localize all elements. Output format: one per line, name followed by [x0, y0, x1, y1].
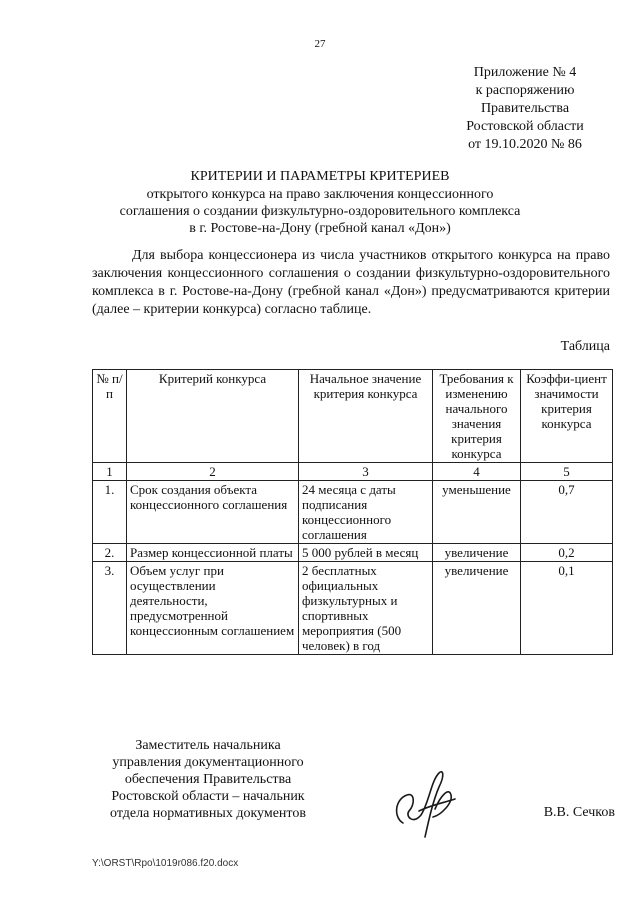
table-row: [93, 481, 613, 544]
appendix-line: от 19.10.2020 № 86: [468, 137, 582, 152]
intro-text: Для выбора концессионера из числа участников открытого конкурса на право заключения концессионного соглашения о создании физкультурно-оздоровительного комплекса в г. Ростове-на-Дону (гребной канал «Дон») предусматриваются критерии (далее – критерии конкурса) согласно таблице.: [92, 248, 610, 317]
row-criterion: Срок создания объекта концессионного соглашения: [127, 481, 299, 544]
header-number: № п/п: [93, 370, 127, 463]
row-requirement: увеличение: [433, 562, 521, 655]
row-requirement: уменьшение: [433, 481, 521, 544]
table-row: [93, 544, 613, 562]
table-index-row: [93, 463, 613, 481]
position-line: отдела нормативных документов: [110, 806, 306, 821]
document-title: [60, 168, 580, 237]
position-line: управления документационного: [112, 755, 304, 770]
row-coefficient: 0,7: [521, 481, 613, 544]
row-coefficient: 0,1: [521, 562, 613, 655]
appendix-block: [420, 64, 630, 154]
row-criterion: Размер концессионной платы: [127, 544, 299, 562]
position-line: Заместитель начальника: [135, 738, 281, 753]
handwritten-signature: [385, 765, 465, 845]
index-cell: 1: [93, 463, 127, 481]
title-line: соглашения о создании физкультурно-оздоровительного комплекса: [119, 204, 521, 219]
title-line: открытого конкурса на право заключения концессионного: [146, 187, 494, 202]
row-initial-value: 5 000 рублей в месяц: [299, 544, 433, 562]
row-number: 1.: [93, 481, 127, 544]
row-initial-value: 2 бесплатных официальных физкультурных и спортивных мероприятия (500 человек) в год: [299, 562, 433, 655]
index-cell: 4: [433, 463, 521, 481]
header-initial-value: Начальное значение критерия конкурса: [299, 370, 433, 463]
table-row: [93, 562, 613, 655]
index-cell: 5: [521, 463, 613, 481]
position-line: Ростовской области – начальник: [111, 789, 305, 804]
signatory-name: В.В. Сечков: [543, 805, 615, 820]
page-number: 27: [314, 38, 326, 50]
header-requirement: Требования к изменению начального значения критерия конкурса: [433, 370, 521, 463]
footer-file-path: Y:\ORST\Rpo\1019r086.f20.docx: [92, 858, 239, 869]
title-line: в г. Ростове-на-Дону (гребной канал «Дон»): [189, 221, 451, 236]
row-number: 3.: [93, 562, 127, 655]
index-cell: 2: [127, 463, 299, 481]
title-heading: КРИТЕРИИ И ПАРАМЕТРЫ КРИТЕРИЕВ: [190, 169, 450, 184]
table-header-row: [93, 370, 613, 463]
row-initial-value: 24 месяца с даты подписания концессионного соглашения: [299, 481, 433, 544]
row-requirement: увеличение: [433, 544, 521, 562]
table-caption: Таблица: [560, 339, 610, 354]
position-line: обеспечения Правительства: [124, 772, 292, 787]
row-criterion: Объем услуг при осуществлении деятельности, предусмотренной концессионным соглашением: [127, 562, 299, 655]
criteria-table: [92, 369, 613, 655]
appendix-line: Приложение № 4: [473, 65, 577, 80]
appendix-line: Ростовской области: [466, 119, 584, 134]
row-coefficient: 0,2: [521, 544, 613, 562]
header-criterion: Критерий конкурса: [127, 370, 299, 463]
signatory-position: [92, 737, 324, 822]
intro-paragraph: [92, 247, 610, 319]
index-cell: 3: [299, 463, 433, 481]
header-coefficient: Коэффи-циент значимости критерия конкурса: [521, 370, 613, 463]
appendix-line: к распоряжению: [475, 83, 575, 98]
row-number: 2.: [93, 544, 127, 562]
appendix-line: Правительства: [480, 101, 570, 116]
